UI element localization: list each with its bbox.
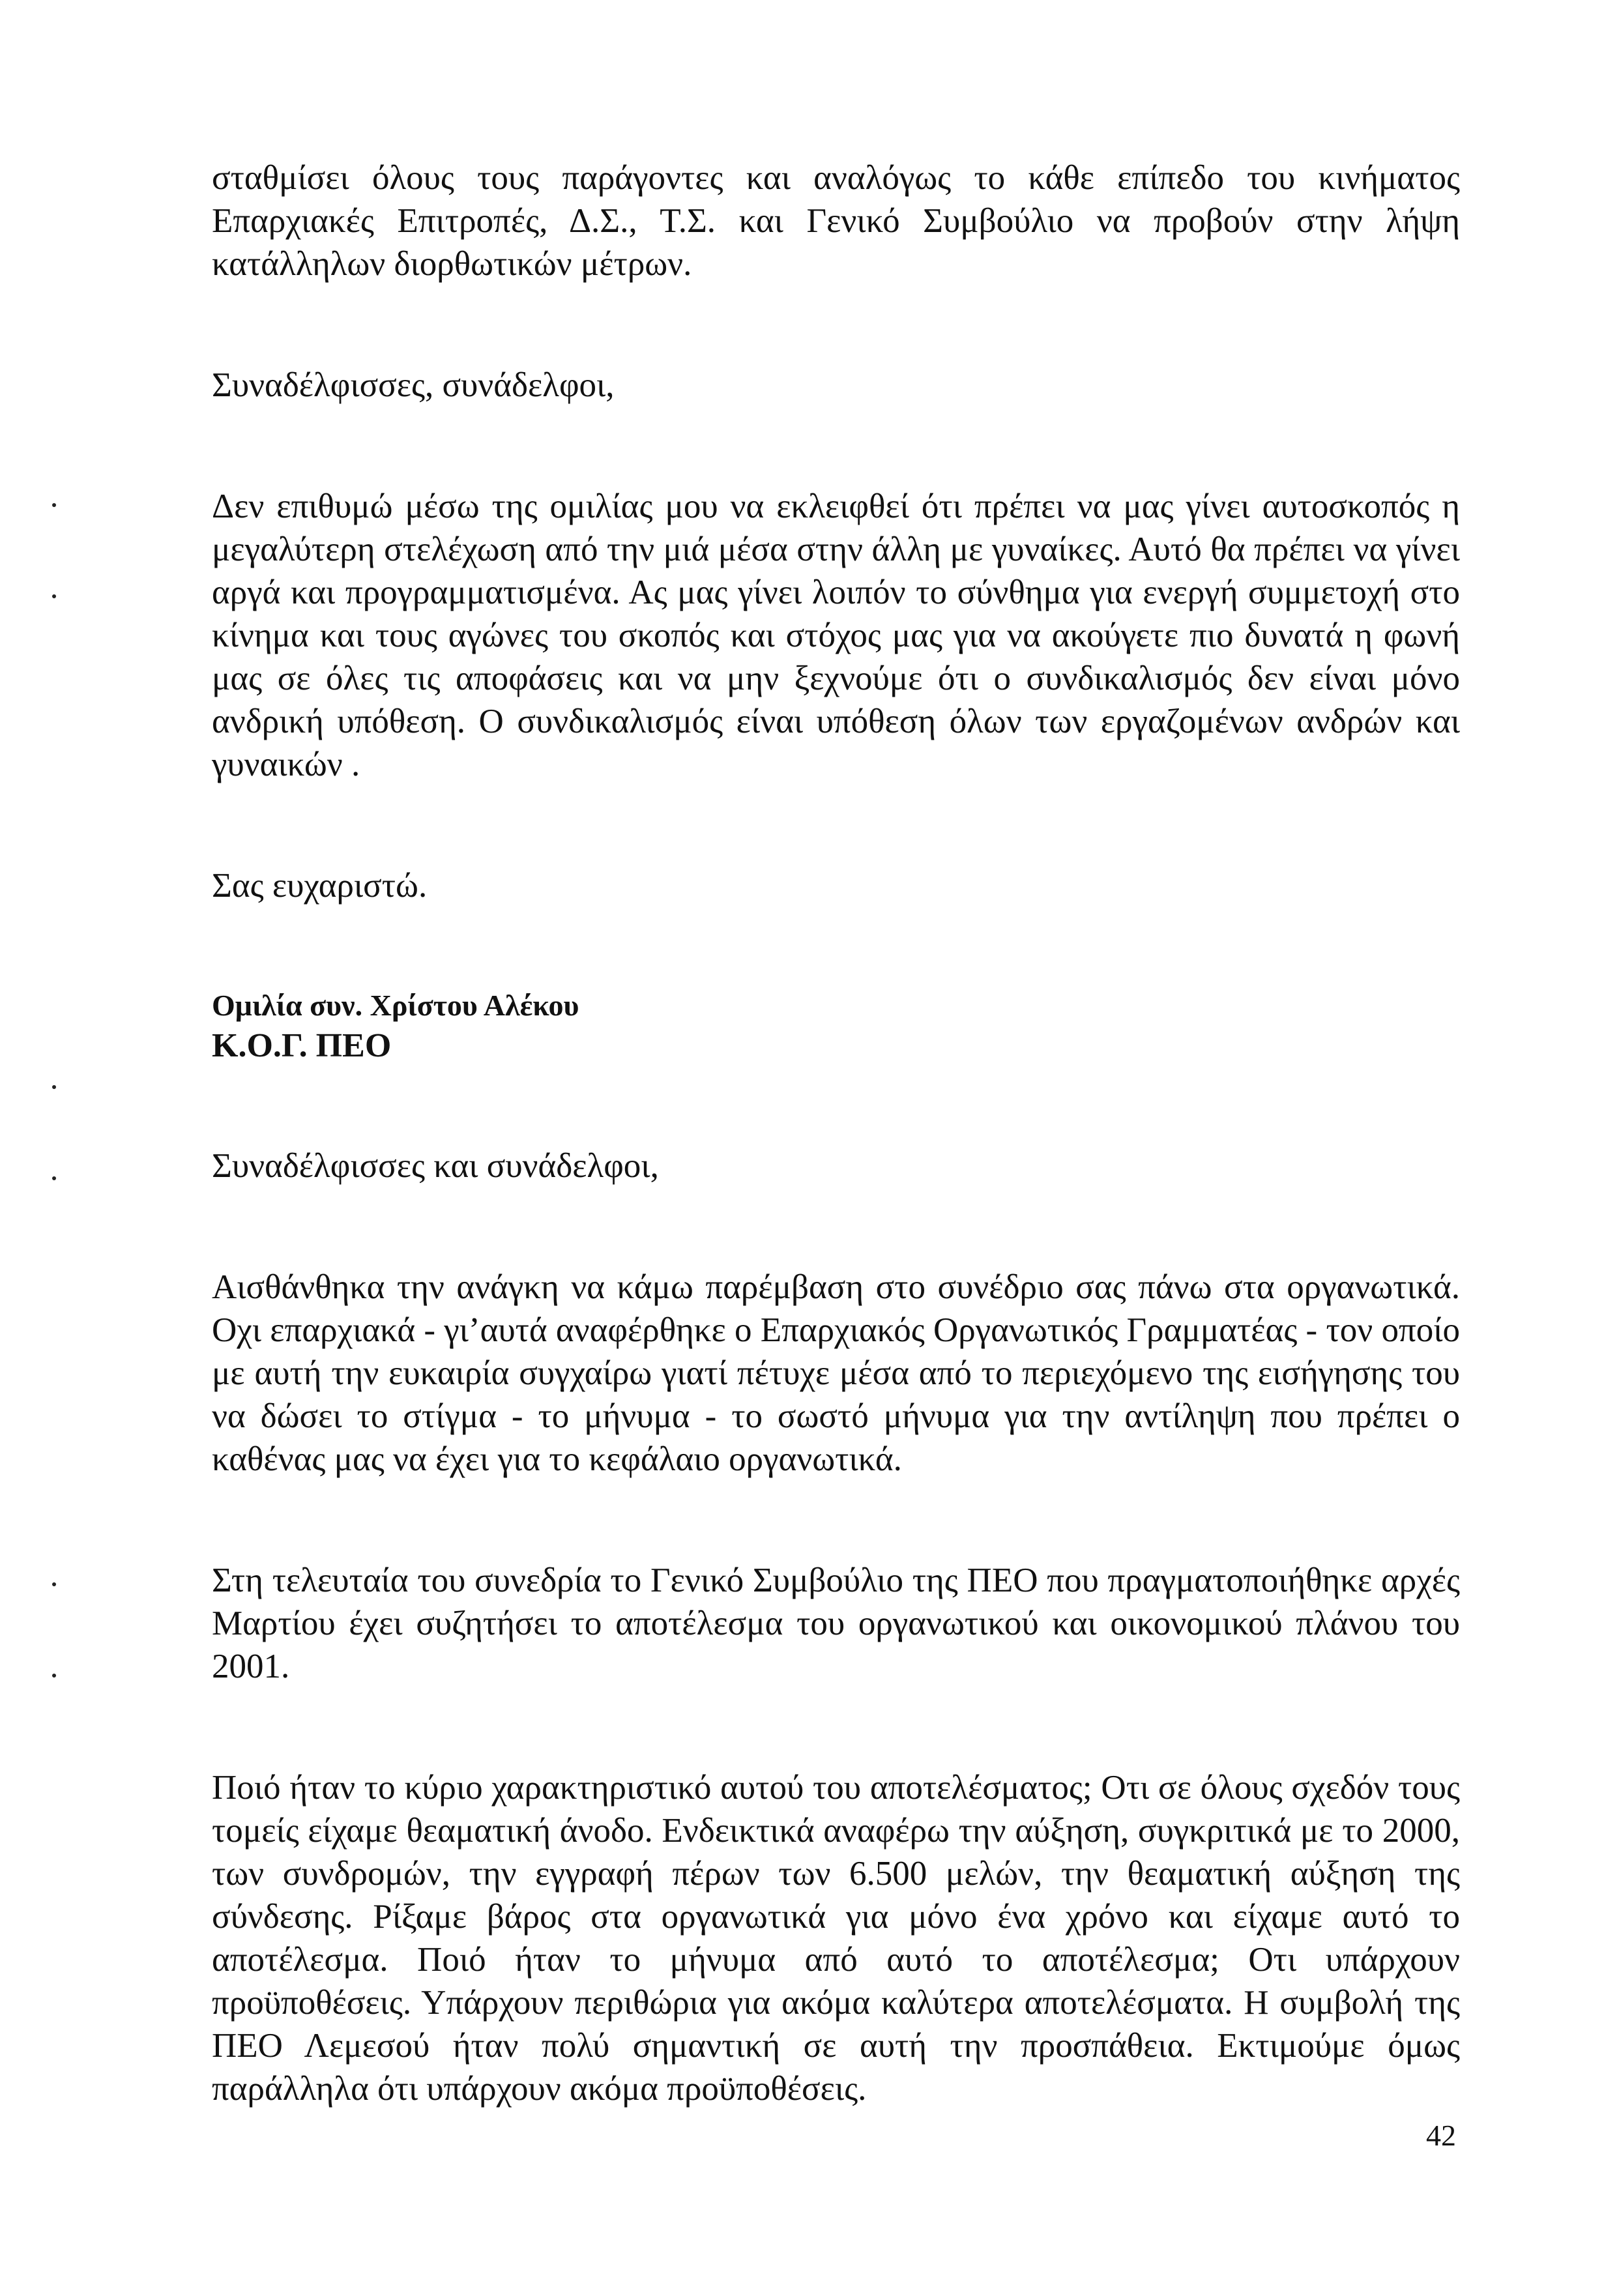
scan-mark bbox=[52, 1674, 56, 1678]
page-number: 42 bbox=[1426, 2119, 1456, 2152]
scan-mark bbox=[52, 594, 56, 598]
paragraph: Δεν επιθυμώ μέσω της ομιλίας μου να εκλειφθεί ότι πρέπει να μας γίνει αυτοσκοπός η μεγαλύτερη στελέχωση από την μιά μέσα στην άλλη με γυναίκες. Αυτό θα πρέπει να γίνει αργά και προγραμματισμένα. Ας μας γίνει λοιπόν το σύνθημα για ενεργή συμμετοχή στο κίνημα και τους αγώνες του σκοπός και στόχος μας για να ακούγετε πιο δυνατά η φωνή μας σε όλες τις αποφάσεις και να μην ξεχνούμε ότι ο συνδικαλισμός δεν είναι μόνο ανδρική υπόθεση. Ο συνδικαλισμός είναι υπόθεση όλων των εργαζομένων ανδρών και γυναικών . bbox=[212, 487, 1460, 783]
paragraph: Στη τελευταία του συνεδρία το Γενικό Συμβούλιο της ΠΕΟ που πραγματοποιήθηκε αρχές Μαρτίου έχει συζητήσει το αποτέλεσμα του οργανωτικού και οικονομικού πλάνου του 2001. bbox=[212, 1562, 1460, 1685]
document-body bbox=[212, 156, 1460, 2188]
paragraph: Ποιό ήταν το κύριο χαρακτηριστικό αυτού του αποτελέσματος; Οτι σε όλους σχεδόν τους τομείς είχαμε θεαματική άνοδο. Ενδεικτικά αναφέρω την αύξηση, συγκριτικά με το 2000, των συνδρομών, την εγγραφή πέρων των 6.500 μελών, την θεαματική αύξηση της σύνδεσης. Ρίξαμε βάρος στα οργανωτικά για μόνο ένα χρόνο και είχαμε αυτό το αποτέλεσμα. Ποιό ήταν το μήνυμα από αυτό το αποτέλεσμα; Οτι υπάρχουν προϋποθέσεις. Υπάρχουν περιθώρια για ακόμα καλύτερα αποτελέσματα. Η συμβολή της ΠΕΟ Λεμεσού ήταν πολύ σημαντική σε αυτή την προσπάθεια. Εκτιμούμε όμως παράλληλα ότι υπάρχουν ακόμα προϋποθέσεις. bbox=[212, 1769, 1460, 2108]
speech-heading-title: Ομιλία συν. Χρίστου Αλέκου bbox=[212, 989, 579, 1022]
greeting: Συναδέλφισσες και συνάδελφοι, bbox=[212, 1147, 659, 1185]
paragraph: σταθμίσει όλους τους παράγοντες και αναλόγως το κάθε επίπεδο του κινήματος Επαρχιακές Επιτροπές, Δ.Σ., Τ.Σ. και Γενικό Συμβούλιο να προβούν στην λήψη κατάλληλων διορθωτικών μέτρων. bbox=[212, 159, 1460, 283]
paragraph: Αισθάνθηκα την ανάγκη να κάμω παρέμβαση στο συνέδριο σας πάνω στα οργανωτικά. Οχι επαρχιακά - γι’αυτά αναφέρθηκε ο Επαρχιακός Οργανωτικός Γραμματέας - τον οποίο με αυτή την ευκαιρία συγχαίρω γιατί πέτυχε μέσα από το περιεχόμενο της εισήγησης του να δώσει το στίγμα - το μήνυμα - το σωστό μήνυμα για την αντίληψη που πρέπει ο καθένας μας να έχει για το κεφάλαιο οργανωτικά. bbox=[212, 1268, 1460, 1478]
closing-thanks: Σας ευχαριστώ. bbox=[212, 867, 428, 905]
greeting: Συναδέλφισσες, συνάδελφοι, bbox=[212, 366, 615, 404]
scan-mark bbox=[52, 1085, 56, 1089]
speech-heading bbox=[212, 985, 1460, 1066]
scan-mark bbox=[52, 503, 56, 507]
scan-mark bbox=[52, 1582, 56, 1586]
scan-mark bbox=[52, 1176, 56, 1180]
speech-heading-subtitle: Κ.Ο.Γ. ΠΕΟ bbox=[212, 1027, 392, 1064]
